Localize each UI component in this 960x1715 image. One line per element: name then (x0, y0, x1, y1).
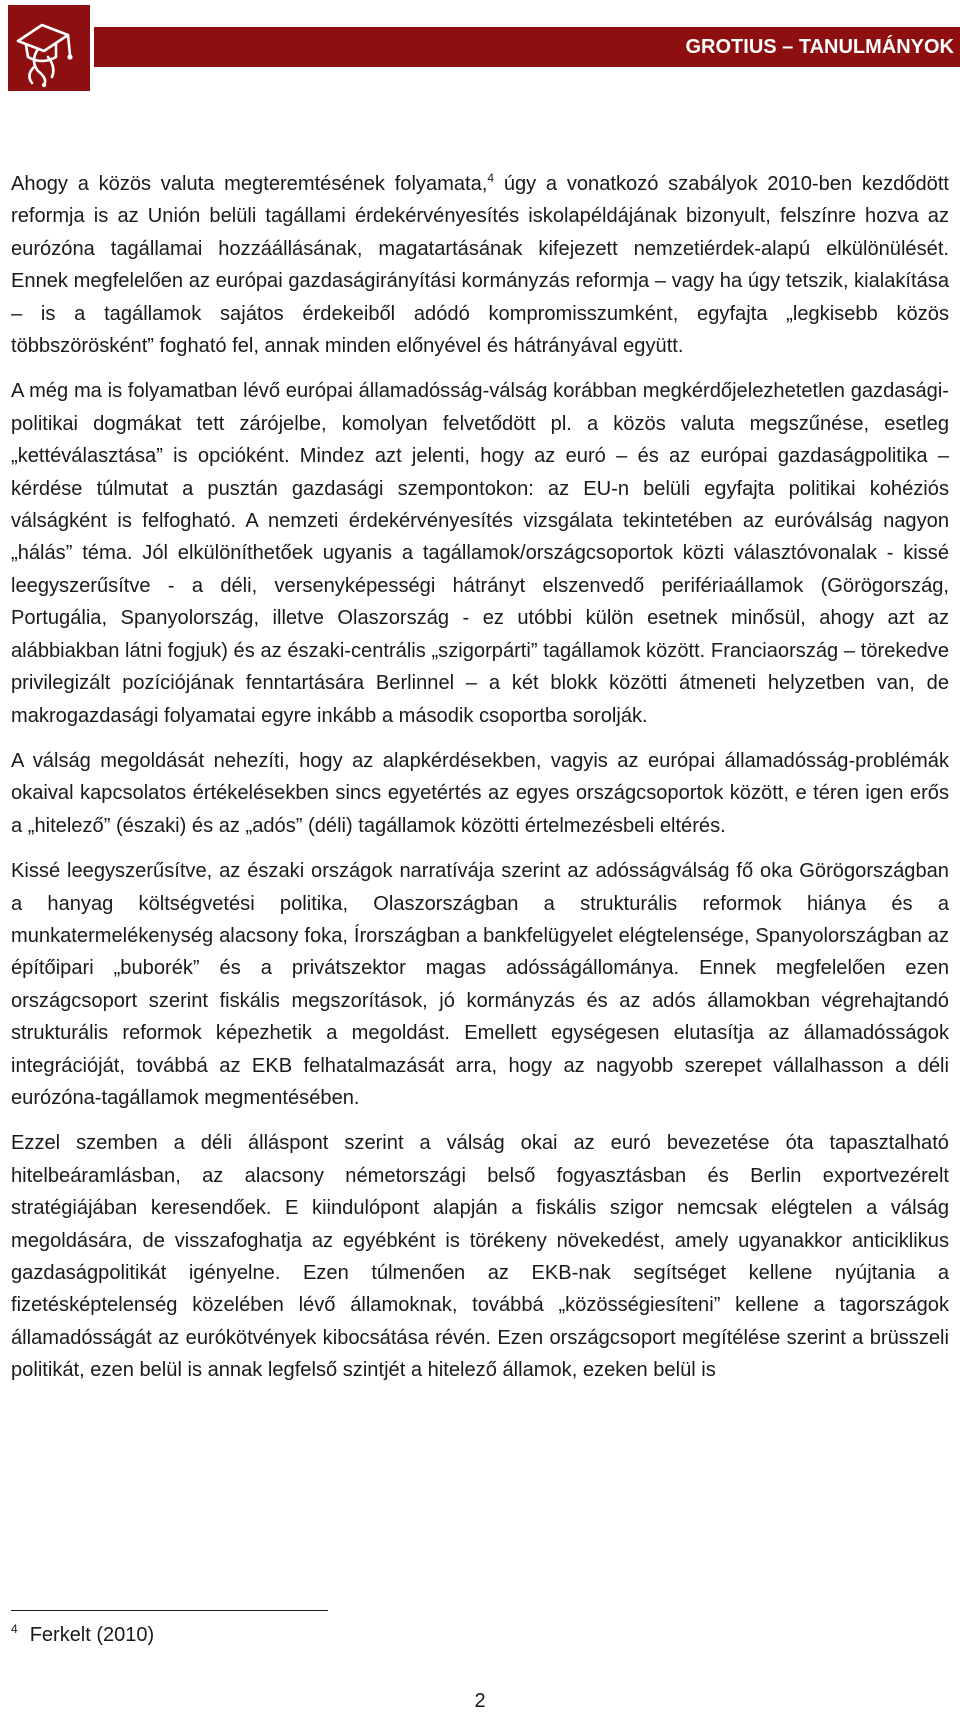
grotius-logo (8, 5, 90, 91)
header-title: GROTIUS – TANULMÁNYOK (685, 36, 954, 58)
page-header (8, 5, 954, 91)
paragraph: Kissé leegyszerűsítve, az északi országok narratívája szerint az adósságválság fő oka Görögországban a hanyag költségvetési politika, Olaszországban a strukturális reformok hiánya és a munkatermelékenység alacsony foka, Írországban a bankfelügyelet elégtelensége, Spanyolországban az építőipari „buborék” és a privátszektor magas adósságállománya. Ennek megfelelően ezen országcsoport szerint fiskális megszorítások, jó kormányzás és az adós államokban végrehajtandó strukturális reformok képezhetik a megoldást. Emellett egységesen elutasítja az államadósságok integrációját, továbbá az EKB felhatalmazását arra, hogy az nagyobb szerepet vállalhasson a déli eurózóna-tagállamok megmentésében. (11, 860, 949, 1109)
paragraph: Ezzel szemben a déli álláspont szerint a válság okai az euró bevezetése óta tapasztalható hitelbeáramlásban, az alacsony németországi belső fogyasztásban és Berlin exportvezérelt stratégiájában keresendőek. E kiindulópont alapján a fiskális szigor nemcsak elégtelen a válság megoldására, de visszafoghatja az egyébként is törékeny növekedést, amely ugyanakkor anticiklikus gazdaságpolitikát igényelne. Ezen túlmenően az EKB-nak segítséget kellene nyújtania a fizetésképtelenség közelében lévő államoknak, továbbá „közösségiesíteni” kellene a tagországok államadósságát az eurókötvények kibocsátása révén. Ezen országcsoport megítélése szerint a brüsszeli politikát, ezen belül is annak legfelső szintjét a hitelező államok, ezeken belül is (11, 1132, 949, 1382)
paragraph: Ahogy a közös valuta megteremtésének folyamata,$^4$ úgy a vonatkozó szabályok 2010-ben kezdődött reformja is az Unión belüli tagállami érdekérvényesítés iskolapéldájának bizonyult, felszínre hozva az eurózóna tagállamai hozzáállásának, magatartásának kifejezett nemzetiérdek-alapú elkülönülését. Ennek megfelelően az európai gazdaságirányítási kormányzás reformja – vagy ha úgy tetszik, kialakítása – is a tagállamok sajátos érdekeiből adódó kompromisszumként, egyfajta „legkisebb közös többszörösként” fogható fel, annak minden előnyével és hátrányával együtt. (11, 171, 950, 358)
footnote-reference[interactable]: 4 (487, 171, 495, 185)
footnote-number: 4 (11, 1622, 18, 1636)
footnote (11, 1624, 154, 1647)
document-body (11, 168, 949, 1400)
paragraph: A válság megoldását nehezíti, hogy az alapkérdésekben, vagyis az európai államadósság-problémák okaival kapcsolatos értékelésekben sincs egyetértés az egyes országcsoportok között, e téren igen erős a „hitelező” (északi) és az „adós” (déli) tagállamok közötti értelmezésbeli eltérés. (11, 749, 949, 837)
header-bar (94, 27, 960, 67)
page-number: 2 (474, 1690, 486, 1712)
graduation-cap-logo-icon (8, 5, 90, 91)
footnote-separator (11, 1610, 328, 1611)
footnote-text: Ferkelt (2010) (29, 1624, 155, 1646)
paragraph: A még ma is folyamatban lévő európai államadósság-válság korábban megkérdőjelezhetetlen gazdasági-politikai dogmákat tett zárójelbe, komolyan felvetődött pl. a közös valuta megszűnése, esetleg „kettéválasztása” is opcióként. Mindez azt jelenti, hogy az euró – és az európai gazdaságpolitika – kérdése túlmutat a pusztán gazdasági szempontokon: az EU-n belüli egyfajta politikai kohéziós válságként is felfogható. A nemzeti érdekérvényesítés vizsgálata tekintetében az euróválság nagyon „hálás” téma. Jól elkülöníthetőek ugyanis a tagállamok/országcsoportok közti választóvonalak - kissé leegyszerűsítve - a déli, versenyképességi hátrányt elszenvedő perifériaállamok (Görögország, Portugália, Spanyolország, illetve Olaszország - ez utóbbi külön esetnek minősül, ahogy azt az alábbiakban látni fogjuk) és az északi-centrális „szigorpárti” tagállamok között. Franciaország – törekedve privilegizált pozíciójának fenntartására Berlinnel – a két blokk közötti átmeneti helyzetben van, de makrogazdasági folyamatai egyre inkább a második csoportba sorolják. (11, 380, 949, 727)
